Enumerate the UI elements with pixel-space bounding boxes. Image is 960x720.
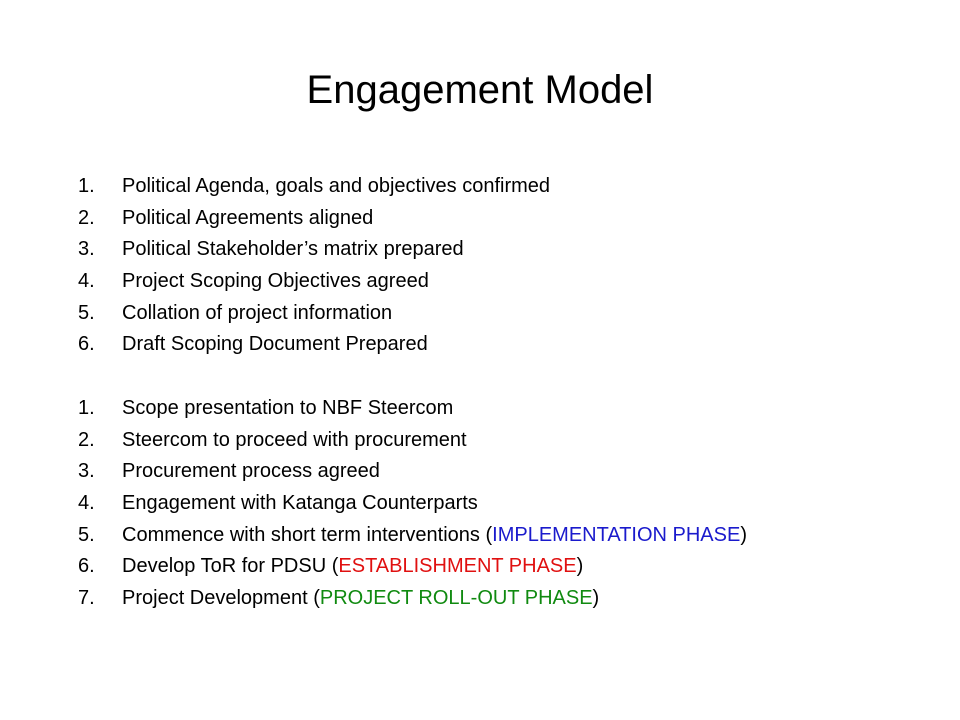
- item-text: Political Agenda, goals and objectives confirmed: [122, 175, 551, 197]
- item-text: Steercom to proceed with procurement: [122, 428, 467, 451]
- item-text-lead: Project Development (: [122, 587, 320, 610]
- slide-title: Engagement Model: [306, 68, 654, 112]
- item-number: 6.: [78, 555, 95, 578]
- item-text: Political Stakeholder’s matrix prepared: [122, 238, 464, 261]
- item-number: 2.: [78, 428, 95, 451]
- item-text: Project Scoping Objectives agreed: [122, 270, 429, 293]
- item-text: Political Agreements aligned: [122, 206, 374, 229]
- item-text: Engagement with Katanga Counterparts: [122, 492, 478, 515]
- item-text-close: ): [740, 523, 747, 546]
- item-text: Scope presentation to NBF Steercom: [122, 397, 454, 419]
- item-number: 6.: [78, 333, 95, 356]
- item-text-close: ): [592, 587, 600, 610]
- item-number: 4.: [78, 270, 95, 293]
- rollout-phase-label: PROJECT ROLL-OUT PHASE: [319, 587, 593, 610]
- item-text: [122, 583, 599, 615]
- implementation-phase-label: IMPLEMENTATION PHASE: [492, 523, 741, 546]
- item-number: 5.: [78, 301, 95, 324]
- item-text: [122, 520, 747, 552]
- item-number: 5.: [78, 523, 95, 546]
- item-number: 1.: [78, 175, 95, 197]
- item-number: 3.: [78, 238, 95, 261]
- item-number: 3.: [78, 460, 95, 483]
- item-text-lead: Commence with short term interventions (: [122, 523, 493, 546]
- item-number: 2.: [78, 206, 95, 229]
- item-text-close: ): [576, 555, 584, 578]
- establishment-phase-label: ESTABLISHMENT PHASE: [338, 555, 577, 578]
- item-text: Procurement process agreed: [122, 460, 380, 483]
- item-text: Collation of project information: [122, 301, 393, 324]
- item-text-lead: Develop ToR for PDSU (: [122, 555, 339, 578]
- item-number: 7.: [78, 587, 95, 610]
- item-text: Draft Scoping Document Prepared: [122, 333, 428, 356]
- item-text: [122, 551, 583, 583]
- item-number: 1.: [78, 397, 95, 419]
- item-number: 4.: [78, 492, 95, 515]
